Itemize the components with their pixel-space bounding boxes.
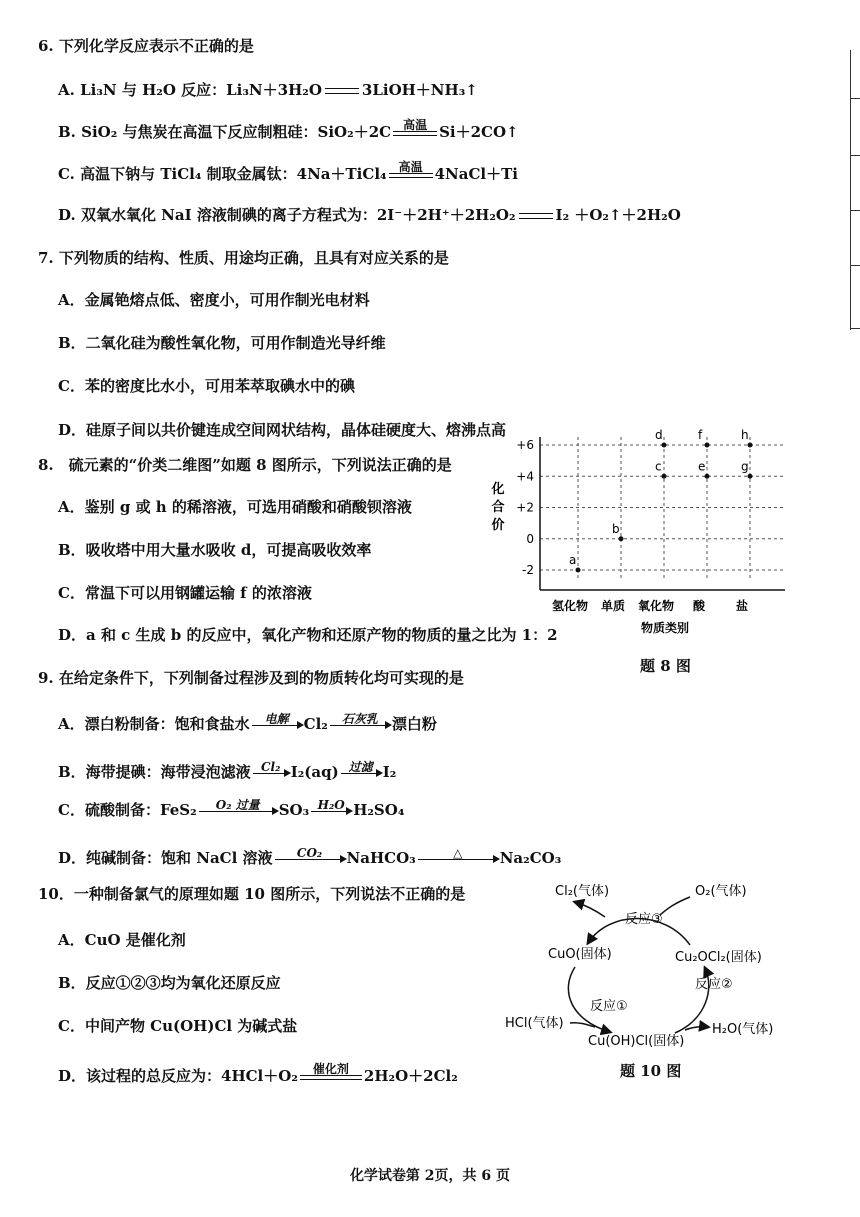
q9-option-c — [58, 797, 405, 820]
q9-option-d — [58, 845, 562, 868]
q6-option-b-text: SiO₂ 与焦炭在高温下反应制粗硅：SiO₂＋2C — [81, 123, 392, 141]
arrow-condition: H₂O — [317, 797, 345, 812]
q6-option-c-products: 4NaCl＋Ti — [434, 165, 518, 183]
point-label-b: b — [612, 521, 620, 536]
condition-label: 高温 — [398, 159, 423, 174]
point-label-c: c — [655, 459, 662, 474]
reaction-3-label: 反应③ — [625, 912, 663, 927]
arrow — [311, 799, 351, 812]
q9-a-mid: Cl₂ — [303, 715, 328, 733]
y-tick-label: 0 — [526, 531, 534, 546]
q7-option-a: A．金属铯熔点低、密度小，可用作制光电材料 — [58, 291, 370, 309]
figure-8-caption: 题 8 图 — [640, 657, 691, 675]
y-tick-label: +6 — [516, 438, 534, 452]
q9-c-start: C．硫酸制备：FeS₂ — [58, 801, 197, 819]
figure-10-caption: 题 10 图 — [620, 1062, 682, 1080]
y-axis-label: 化 — [491, 482, 505, 497]
reaction-1-label: 反应① — [590, 999, 628, 1014]
cl2-gas-label: Cl₂(气体) — [555, 884, 610, 899]
q9-b-mid: I₂(aq) — [290, 763, 339, 781]
q6-option-a-text: Li₃N 与 H₂O 反应：Li₃N＋3H₂O — [80, 81, 322, 99]
hcl-gas-label: HCl(气体) — [505, 1016, 564, 1031]
q6-option-a-label: A. — [58, 81, 75, 99]
data-point-c — [662, 474, 667, 479]
point-label-f: f — [698, 428, 703, 442]
q6-option-d-products: I₂ ＋O₂↑＋2H₂O — [555, 206, 681, 224]
q8-option-b: B．吸收塔中用大量水吸收 d，可提高吸收效率 — [58, 541, 372, 559]
y-tick-label: -2 — [522, 563, 534, 577]
condition-label: 高温 — [403, 117, 428, 132]
question-10-stem: 10．一种制备氯气的原理如题 10 图所示，下列说法不正确的是 — [38, 885, 466, 903]
question-9-stem: 9. 在给定条件下，下列制备过程涉及到的物质转化均可实现的是 — [38, 669, 464, 687]
o2-gas-label: O₂(气体) — [695, 884, 747, 899]
arrow-condition: CO₂ — [296, 845, 323, 860]
x-axis-label: 物质类别 — [640, 621, 690, 635]
arrow — [253, 761, 289, 774]
equals-sign — [325, 88, 359, 94]
q6-option-a — [58, 80, 478, 100]
q8-option-c: C．常温下可以用钢罐运输 f 的浓溶液 — [58, 584, 312, 602]
q6-option-c-text: 高温下钠与 TiCl₄ 制取金属钛：4Na＋TiCl₄ — [80, 165, 387, 183]
q6-option-c — [58, 159, 518, 184]
q6-option-a-products: 3LiOH＋NH₃↑ — [361, 81, 478, 99]
q6-option-d-text: 双氧水氧化 NaI 溶液制碘的离子方程式为：2I⁻＋2H⁺＋2H₂O₂ — [80, 206, 516, 224]
h2o-gas-label: H₂O(气体) — [712, 1022, 774, 1037]
q6-c-condition — [389, 161, 433, 178]
data-point-f — [705, 443, 710, 448]
cu2ocl2-label: Cu₂OCl₂(固体) — [675, 950, 762, 965]
point-label-a: a — [569, 553, 577, 567]
x-tick-label: 单质 — [600, 599, 626, 613]
arrow-condition: 过滤 — [348, 759, 373, 774]
arrow-condition: Cl₂ — [261, 759, 281, 774]
q9-c-mid: SO₃ — [278, 801, 310, 819]
question-7-stem: 7. 下列物质的结构、性质、用途均正确，且具有对应关系的是 — [38, 249, 449, 267]
cuo-label: CuO(固体) — [548, 947, 612, 962]
point-label-d: d — [655, 428, 663, 442]
reaction-2-label: 反应② — [695, 977, 733, 992]
arrow — [418, 847, 498, 860]
arrow-condition: 石灰乳 — [341, 711, 378, 726]
data-point-g — [748, 474, 753, 479]
data-point-d — [662, 443, 667, 448]
data-point-h — [748, 443, 753, 448]
x-tick-label: 酸 — [692, 599, 706, 613]
x-tick-label: 氧化物 — [637, 599, 675, 613]
q10-d-start: D．该过程的总反应为：4HCl＋O₂ — [58, 1067, 298, 1085]
q10-option-b: B．反应①②③均为氧化还原反应 — [58, 974, 281, 992]
cycle-diagram — [500, 875, 800, 1050]
equals-sign — [519, 213, 553, 219]
q10-option-d — [58, 1061, 458, 1086]
cuohcl-label: Cu(OH)Cl(固体) — [588, 1034, 685, 1049]
y-tick-label: +2 — [516, 500, 534, 515]
q9-b-end: I₂ — [382, 763, 397, 781]
x-tick-label: 盐 — [735, 599, 749, 613]
q6-option-d — [58, 205, 681, 225]
q9-option-b — [58, 759, 397, 782]
arrow — [330, 713, 390, 726]
q10-option-a: A．CuO 是催化剂 — [58, 931, 186, 949]
data-point-b — [619, 536, 624, 541]
condition-label: 催化剂 — [312, 1061, 349, 1076]
q9-d-start: D．纯碱制备：饱和 NaCl 溶液 — [58, 849, 273, 867]
arrow — [341, 761, 381, 774]
page-footer: 化学试卷第 2页，共 6 页 — [349, 1168, 511, 1184]
q10-d-condition — [300, 1063, 362, 1080]
q10-option-c: C．中间产物 Cu(OH)Cl 为碱式盐 — [58, 1017, 298, 1035]
q6-option-d-label: D. — [58, 206, 76, 224]
q9-c-end: H₂SO₄ — [353, 801, 405, 819]
q9-a-start: A．漂白粉制备：饱和食盐水 — [58, 715, 250, 733]
arrow-condition: △ — [453, 845, 463, 860]
q6-option-b-label: B. — [58, 123, 76, 141]
arrow — [275, 847, 345, 860]
arrow — [252, 713, 302, 726]
page-edge-table — [850, 50, 860, 330]
point-label-e: e — [698, 459, 706, 474]
point-label-h: h — [741, 428, 749, 442]
arrow — [199, 799, 277, 812]
q7-option-b: B．二氧化硅为酸性氧化物，可用作制造光导纤维 — [58, 334, 386, 352]
q10-d-products: 2H₂O＋2Cl₂ — [363, 1067, 458, 1085]
q7-option-c: C．苯的密度比水小，可用苯萃取碘水中的碘 — [58, 377, 355, 395]
arrow-to-cl2 — [575, 902, 605, 917]
question-6-stem: 6. 下列化学反应表示不正确的是 — [38, 37, 254, 55]
valence-class-chart — [480, 425, 800, 640]
arrow-condition: 电解 — [264, 711, 289, 726]
y-axis-label: 价 — [491, 518, 505, 533]
point-label-g: g — [741, 459, 749, 474]
q6-option-b — [58, 117, 519, 142]
q9-d-mid: NaHCO₃ — [346, 849, 416, 867]
arrow-from-o2 — [660, 897, 690, 915]
q6-option-b-products: Si＋2CO↑ — [439, 123, 519, 141]
y-axis-label: 合 — [491, 500, 505, 515]
question-8-stem: 8. 硫元素的“价类二维图”如题 8 图所示，下列说法正确的是 — [38, 456, 452, 474]
q9-d-end: Na₂CO₃ — [499, 849, 562, 867]
q6-option-c-label: C. — [58, 165, 75, 183]
y-tick-label: +4 — [516, 469, 534, 484]
q8-option-d: D．a 和 c 生成 b 的反应中，氧化产物和还原产物的物质的量之比为 1：2 — [58, 626, 558, 644]
data-point-a — [576, 568, 581, 573]
q7-option-d: D．硅原子间以共价键连成空间网状结构，晶体硅硬度大、熔沸点高 — [58, 421, 507, 439]
x-tick-label: 氢化物 — [551, 599, 589, 613]
q9-b-start: B．海带提碘：海带浸泡滤液 — [58, 763, 251, 781]
data-point-e — [705, 474, 710, 479]
arrow-condition: O₂ 过量 — [215, 797, 260, 812]
q9-a-end: 漂白粉 — [391, 715, 437, 733]
arrow-to-h2o — [685, 1027, 708, 1030]
q8-option-a: A．鉴别 g 或 h 的稀溶液，可选用硝酸和硝酸钡溶液 — [58, 498, 412, 516]
q6-b-condition — [393, 119, 437, 136]
q9-option-a — [58, 711, 437, 734]
